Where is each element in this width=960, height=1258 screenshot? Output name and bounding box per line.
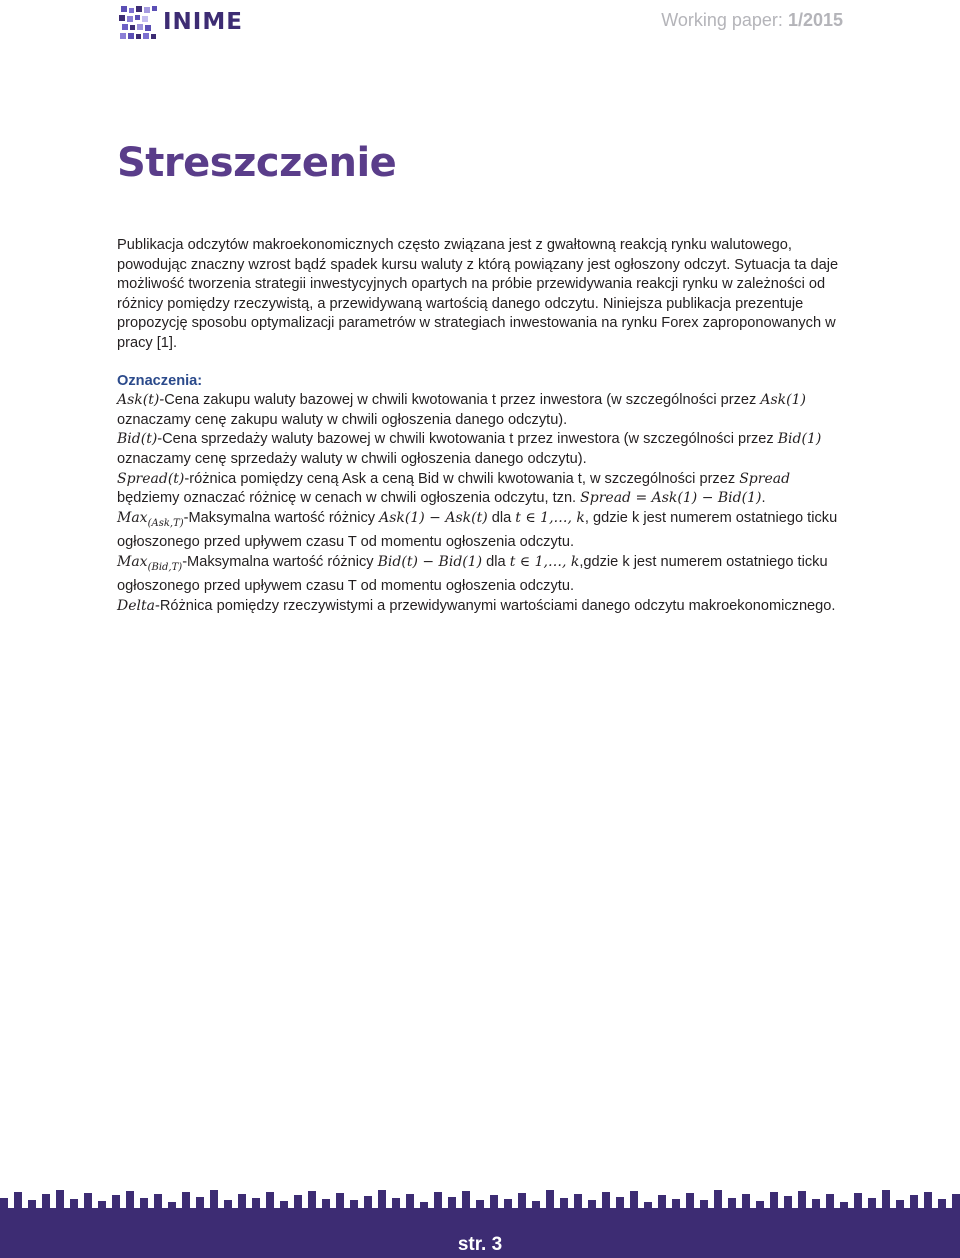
symbol-ask: Ask(t) [117,392,160,409]
page-number: str. 3 [457,1234,503,1255]
definition-max-ask: Max$_{(Ask,T)}$-Maksymalna wartość różnicy Ask(1) − Ask(t) dla t ∈ 1,…, k, gdzie k jest numerem ostatniego ticku ogłoszonego przed upływem czasu T od momentu ogłoszenia odczytu. [117,509,838,551]
symbol-bid: Bid(t) [117,431,158,448]
abstract-paragraph: Publikacja odczytów makroekonomicznych często związana jest z gwałtowną reakcją rynku walutowego, powodując znaczny wzrost bądź spadek kursu waluty z którą powiązany jest ogłoszony odczyt. Sytuacja ta daje możliwość tworzenia strategii inwestycyjnych opartych na próbie przewidywania reakcji rynku w zależności od różnicy pomiędzy rzeczywistą, a przewidywaną wartością danego odczytu. Niniejsza publikacja prezentuje propozycję sposobu optymalizacji parametrów w strategiach inwestowania na rynku Forex zaproponowanych w pracy [1]. [117,237,839,351]
working-paper-label [661,10,843,31]
symbol-spread: Spread(t) [117,470,185,487]
symbol-max-bid: Max$_{(Bid,T)}$ [117,553,183,573]
definition-bid: Bid(t)-Cena sprzedaży waluty bazowej w chwili kwotowania t przez inwestora (w szczególności przez Bid(1) oznaczamy cenę sprzedaży waluty w chwili ogłoszenia danego odczytu). [117,431,822,467]
definition-ask: Ask(t)-Cena zakupu waluty bazowej w chwili kwotowania t przez inwestora (w szczególności przez Ask(1) oznaczamy cenę zakupu waluty w chwili ogłoszenia danego odczytu). [117,392,806,428]
notation-heading: Oznaczenia: [117,372,203,389]
definition-spread: Spread(t)-różnica pomiędzy ceną Ask a ceną Bid w chwili kwotowania t, w szczególności przez Spread będziemy oznaczać różnicę w cenach w chwili ogłoszenia odczytu, tzn. Spread = Ask(1) − Bid(1). [117,470,791,507]
content [117,236,843,616]
page-title: Streszczenie [117,140,397,186]
definition-delta: Delta-Różnica pomiędzy rzeczywistymi a przewidywanymi wartościami danego odczytu makroekonomicznego. [117,597,836,614]
symbol-max-ask: Max$_{(Ask,T)}$ [117,509,184,529]
logo [117,4,267,40]
symbol-delta: Delta [117,597,155,614]
working-paper-prefix: Working paper: [661,10,783,30]
inime-logo-icon [117,4,159,40]
working-paper-number: 1/2015 [787,10,843,30]
logo-text: INIME [163,9,243,35]
definition-max-bid: Max$_{(Bid,T)}$-Maksymalna wartość różnicy Bid(t) − Bid(1) dla t ∈ 1,…, k,gdzie k jest numerem ostatniego ticku ogłoszonego przed upływem czasu T od momentu ogłoszenia odczytu. [117,553,828,595]
